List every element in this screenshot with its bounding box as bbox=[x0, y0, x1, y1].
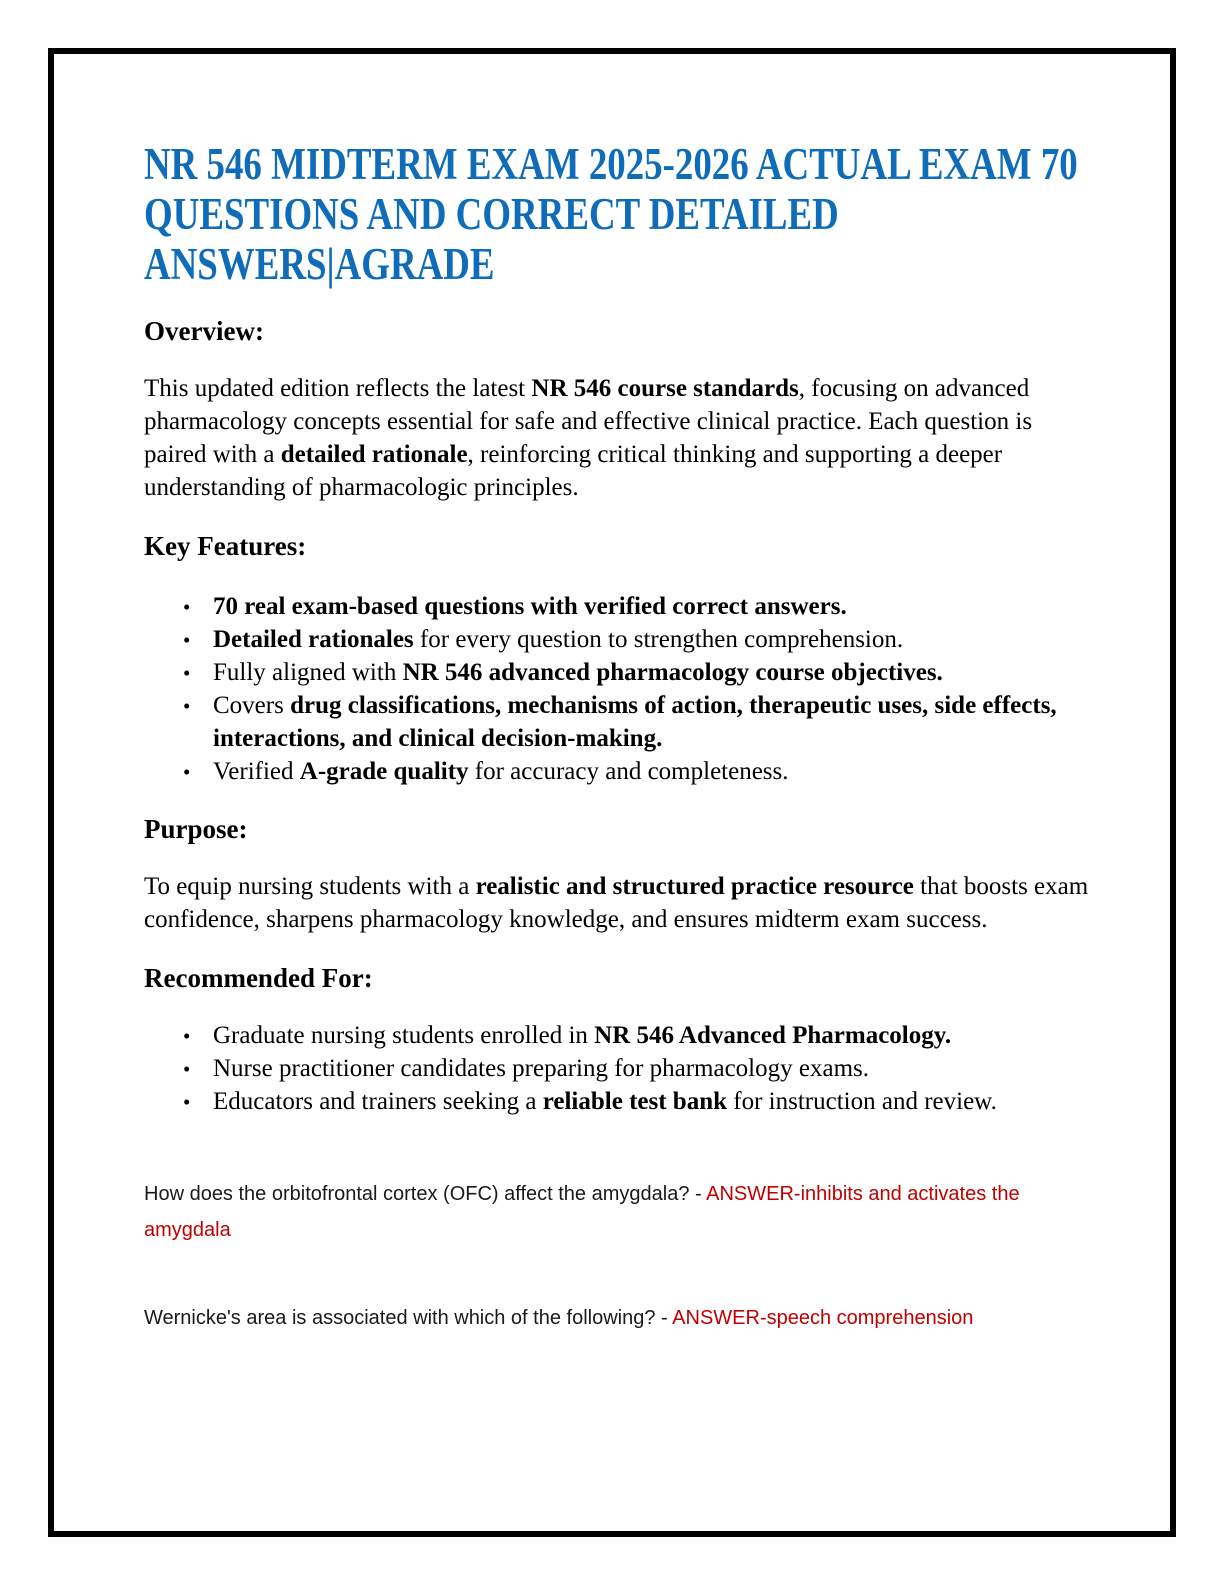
recommended-item-1: • Graduate nursing students enrolled in NR 546 Advanced Pharmacology. bbox=[144, 1019, 1094, 1052]
section-heading-key-features: Key Features: bbox=[144, 531, 307, 561]
document-title-line-1: NR 546 MIDTERM EXAM 2025-2026 ACTUAL EXAM 70 bbox=[144, 139, 1078, 189]
key-features-item-3: • Fully aligned with NR 546 advanced pharmacology course objectives. bbox=[144, 656, 1094, 689]
overview-paragraph: This updated edition reflects the latest NR 546 course standards, focusing on advanced pharmacology concepts essential for safe and effective clinical practice. Each question is paired with a detailed rationale, reinforcing critical thinking and supporting a deeper understanding of pharmacologic principles. bbox=[144, 375, 1033, 501]
document-title bbox=[144, 139, 1078, 289]
recommended-for-list bbox=[144, 1019, 1094, 1118]
answer-text: ANSWER-speech comprehension bbox=[672, 1307, 974, 1329]
key-features-item-1: • 70 real exam-based questions with verified correct answers. bbox=[144, 590, 1094, 623]
page-content bbox=[144, 0, 1094, 1336]
document-title-line-2: QUESTIONS AND CORRECT DETAILED bbox=[144, 189, 839, 239]
qa-block-2 bbox=[144, 1300, 1034, 1336]
section-heading-purpose: Purpose: bbox=[144, 814, 248, 844]
recommended-item-2: • Nurse practitioner candidates preparing for pharmacology exams. bbox=[144, 1052, 1094, 1085]
qa-block-1 bbox=[144, 1176, 1034, 1248]
section-heading-overview: Overview: bbox=[144, 316, 264, 346]
section-heading-recommended-for: Recommended For: bbox=[144, 963, 373, 993]
document-title-line-3: ANSWERS|AGRADE bbox=[144, 239, 495, 289]
question-text: How does the orbitofrontal cortex (OFC) affect the amygdala? - bbox=[144, 1183, 707, 1205]
key-features-item-2: • Detailed rationales for every question to strengthen comprehension. bbox=[144, 623, 1094, 656]
purpose-paragraph: To equip nursing students with a realistic and structured practice resource that boosts exam confidence, sharpens pharmacology knowledge, and ensures midterm exam success. bbox=[144, 873, 1089, 933]
key-features-item-4: • Covers drug classifications, mechanisms of action, therapeutic uses, side effects, interactions, and clinical decision-making. bbox=[144, 689, 1094, 755]
recommended-item-3: • Educators and trainers seeking a reliable test bank for instruction and review. bbox=[144, 1085, 1094, 1118]
key-features-item-5: • Verified A-grade quality for accuracy and completeness. bbox=[144, 755, 1094, 788]
answer-text: ANSWER-inhibits and activates the amygdala bbox=[144, 1183, 1020, 1241]
question-text: Wernicke's area is associated with which of the following? - bbox=[144, 1307, 673, 1329]
key-features-list bbox=[144, 590, 1094, 788]
